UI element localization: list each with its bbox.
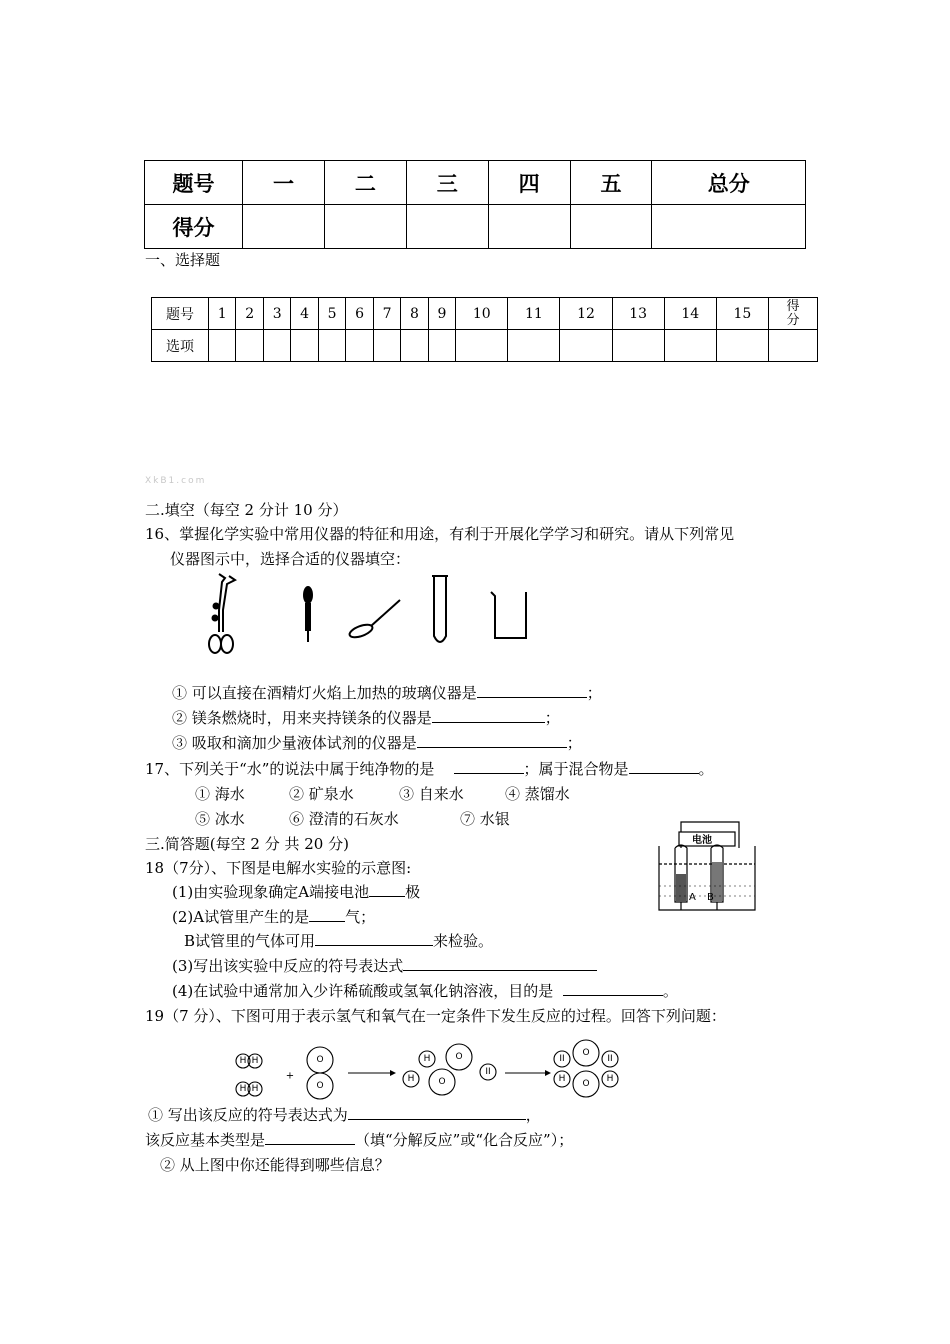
q19-s1b: ， <box>525 1106 541 1124</box>
q19-blank2[interactable] <box>265 1130 355 1145</box>
q17-option: ⑥ 澄清的石灰水 <box>289 810 399 828</box>
choice-number: 11 <box>508 298 560 330</box>
q18-blank4[interactable] <box>403 956 597 971</box>
answer-cell[interactable] <box>769 330 818 362</box>
h-atom-label: II <box>559 1054 565 1064</box>
answer-cell[interactable] <box>612 330 664 362</box>
q18-blank1[interactable] <box>369 882 405 897</box>
q16-sub1 <box>172 683 602 703</box>
score-header-cell: 总分 <box>652 161 806 205</box>
q17-option: ⑦ 水银 <box>460 810 510 828</box>
choice-number: 15 <box>716 298 768 330</box>
score-cell[interactable] <box>488 205 570 249</box>
choice-row-label: 选项 <box>152 330 209 362</box>
q17-question <box>145 759 714 779</box>
q16-sub2-end: ； <box>544 709 560 727</box>
score-cell[interactable] <box>570 205 652 249</box>
battery-label: 电池 <box>692 835 712 846</box>
q16-line2: 仪器图示中，选择合适的仪器填空： <box>170 550 411 568</box>
electrolysis-diagram <box>655 818 760 918</box>
crucible-tongs-icon <box>209 574 235 653</box>
h-atom-label: H <box>423 1054 431 1064</box>
q17-blank-mixture[interactable] <box>629 759 699 774</box>
answer-cell[interactable] <box>456 330 508 362</box>
q18-part2 <box>172 907 375 927</box>
medicine-spoon-icon <box>348 600 400 640</box>
q17-option: ② 矿泉水 <box>289 785 354 803</box>
q18-p4a: (4)在试验中通常加入少许稀硫酸或氢氧化钠溶液，目的是 <box>172 982 554 1000</box>
answer-cell[interactable] <box>560 330 612 362</box>
choice-number: 13 <box>612 298 664 330</box>
q18-title: 18（7分）、下图是电解水实验的示意图: <box>145 859 412 877</box>
answer-cell[interactable] <box>318 330 345 362</box>
q17-options-row2 <box>195 808 510 829</box>
q18-p2c: B试管里的气体可用 <box>184 932 316 950</box>
choice-number: 3 <box>263 298 290 330</box>
score-table <box>144 160 806 249</box>
tube-b-label: B <box>707 892 714 903</box>
o-atom-label: O <box>582 1079 590 1089</box>
plus-sign: + <box>285 1070 295 1082</box>
q18-blank2[interactable] <box>309 907 345 922</box>
choice-number: 14 <box>664 298 716 330</box>
q17-blank-pure[interactable] <box>454 759 524 774</box>
score-header-cell: 四 <box>488 161 570 205</box>
h-atom-label: II <box>485 1067 491 1077</box>
o-atom-label: O <box>316 1055 324 1065</box>
q16-blank3[interactable] <box>417 733 567 748</box>
q18-p3: (3)写出该实验中反应的符号表达式 <box>172 957 404 975</box>
score-cell[interactable] <box>652 205 806 249</box>
section3-title: 三.简答题(每空 2 分 共 20 分) <box>145 835 349 853</box>
q19-s1a: ① 写出该反应的符号表达式为 <box>148 1106 348 1124</box>
q16-sub3 <box>172 733 582 753</box>
choice-score-label: 得分 <box>769 298 818 330</box>
q17-option: ① 海水 <box>195 785 245 803</box>
score-header-cell: 二 <box>324 161 406 205</box>
q18-p4b: 。 <box>662 982 678 1000</box>
q19-s2a: 该反应基本类型是 <box>145 1131 266 1149</box>
q16-sub1-text: ① 可以直接在酒精灯火焰上加热的玻璃仪器是 <box>172 684 477 702</box>
choice-table <box>151 297 818 362</box>
q18-part1 <box>172 882 420 902</box>
choice-number: 10 <box>456 298 508 330</box>
section2-title: 二.填空（每空 2 分计 10 分） <box>145 501 348 519</box>
choice-number: 2 <box>236 298 263 330</box>
q17-text-b: ；属于混合物是 <box>523 760 629 778</box>
q16-sub1-end: ； <box>586 684 602 702</box>
q16-sub3-end: ； <box>566 734 582 752</box>
choice-number: 8 <box>401 298 428 330</box>
q18-part4 <box>172 981 678 1001</box>
q18-p2b: 气； <box>345 908 376 926</box>
q17-options-row1 <box>195 783 570 804</box>
score-cell[interactable] <box>406 205 488 249</box>
q16-sub3-text: ③ 吸取和滴加少量液体试剂的仪器是 <box>172 734 417 752</box>
score-header-cell: 五 <box>570 161 652 205</box>
q19-s2b: （填“分解反应”或“化合反应”）； <box>355 1131 574 1149</box>
q18-p1a: (1)由实验现象确定A端接电池 <box>172 883 370 901</box>
q18-part2b <box>184 931 493 951</box>
choice-number: 9 <box>428 298 455 330</box>
test-tube-icon <box>432 576 448 642</box>
o-atom-label: O <box>582 1048 590 1058</box>
choice-header-label: 题号 <box>152 298 209 330</box>
q16-sub2-text: ② 镁条燃烧时，用来夹持镁条的仪器是 <box>172 709 432 727</box>
answer-cell[interactable] <box>291 330 318 362</box>
h-atom-label: H <box>251 1056 259 1066</box>
choice-number: 7 <box>373 298 400 330</box>
instruments-figure <box>195 570 545 660</box>
q18-p2d: 来检验。 <box>433 932 494 950</box>
q18-part3 <box>172 956 597 976</box>
answer-cell[interactable] <box>263 330 290 362</box>
score-cell[interactable] <box>324 205 406 249</box>
o-atom-label: O <box>455 1052 463 1062</box>
q17-option: ④ 蒸馏水 <box>505 785 570 803</box>
q19-blank1[interactable] <box>348 1105 526 1120</box>
o-atom-label: O <box>316 1081 324 1091</box>
score-cell[interactable] <box>243 205 325 249</box>
tube-a-label: A <box>689 892 696 903</box>
answer-cell[interactable] <box>664 330 716 362</box>
choice-number: 12 <box>560 298 612 330</box>
h-atom-label: H <box>239 1084 247 1094</box>
q17-text-c: 。 <box>698 760 714 778</box>
q16-blank1[interactable] <box>477 683 587 698</box>
score-header-cell: 一 <box>243 161 325 205</box>
score-row-label: 得分 <box>145 205 243 249</box>
choice-number: 6 <box>346 298 373 330</box>
choice-number: 5 <box>318 298 345 330</box>
section1-title: 一、选择题 <box>145 251 221 269</box>
answer-cell[interactable] <box>428 330 455 362</box>
q19-sub1 <box>148 1105 541 1125</box>
choice-table-answer-row <box>152 330 818 362</box>
h-atom-label: II <box>607 1054 613 1064</box>
answer-cell[interactable] <box>716 330 768 362</box>
q17-text-a: 17、下列关于“水”的说法中属于纯净物的是 <box>145 760 435 778</box>
choice-table-header-row <box>152 298 818 330</box>
q16-sub2 <box>172 708 560 728</box>
answer-cell[interactable] <box>508 330 560 362</box>
h-atom-label: H <box>251 1084 259 1094</box>
answer-cell[interactable] <box>236 330 263 362</box>
q19-title: 19（7 分）、下图可用于表示氢气和氧气在一定条件下发生反应的过程。回答下列问题： <box>145 1007 726 1025</box>
h-atom-label: H <box>239 1056 247 1066</box>
q18-p1b: 极 <box>405 883 421 901</box>
h-atom-label: H <box>606 1074 614 1084</box>
q19-sub2 <box>145 1130 573 1150</box>
q17-option: ③ 自来水 <box>399 785 464 803</box>
reaction-diagram <box>230 1036 630 1106</box>
answer-cell[interactable] <box>346 330 373 362</box>
dropper-icon <box>303 586 313 642</box>
score-table-score-row <box>145 205 806 249</box>
q17-option: ⑤ 冰水 <box>195 810 245 828</box>
q18-blank3[interactable] <box>315 931 433 946</box>
q16-line1: 16、掌握化学实验中常用仪器的特征和用途，有利于开展化学学习和研究。请从下列常见 <box>145 525 735 543</box>
choice-number: 1 <box>209 298 236 330</box>
h-atom-label: H <box>407 1074 415 1084</box>
q19-sub3: ② 从上图中你还能得到哪些信息？ <box>160 1156 390 1174</box>
score-table-header-row <box>145 161 806 205</box>
h-atom-label: H <box>558 1074 566 1084</box>
score-header-cell: 三 <box>406 161 488 205</box>
o-atom-label: O <box>438 1077 446 1087</box>
q16-blank2[interactable] <box>432 708 545 723</box>
answer-cell[interactable] <box>373 330 400 362</box>
q18-blank5[interactable] <box>563 981 663 996</box>
watermark: XkB1.com <box>145 476 207 486</box>
score-header-cell: 题号 <box>145 161 243 205</box>
choice-number: 4 <box>291 298 318 330</box>
answer-cell[interactable] <box>401 330 428 362</box>
beaker-icon <box>491 592 526 638</box>
answer-cell[interactable] <box>209 330 236 362</box>
q18-p2a: (2)A试管里产生的是 <box>172 908 310 926</box>
